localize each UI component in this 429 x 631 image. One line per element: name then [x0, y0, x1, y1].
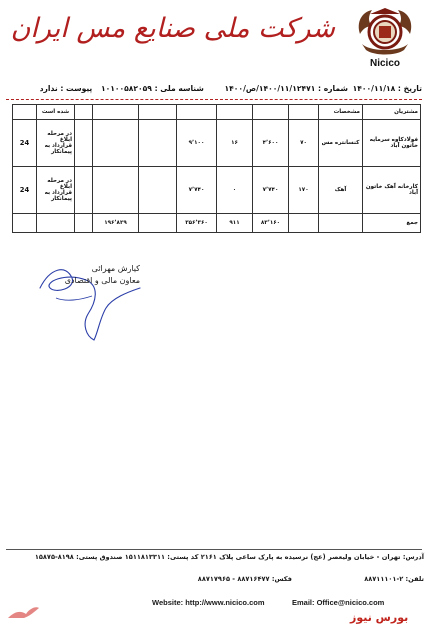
watermark-text: بورس نیوز	[350, 611, 409, 624]
value-cell: ۷٬۷۴۰	[253, 167, 289, 214]
header-divider	[6, 99, 422, 100]
status-cell: در مرحله ابلاغ قرارداد به پیمانکار	[37, 120, 75, 167]
value-cell: ۱۶	[217, 120, 253, 167]
signatory-name: کیارش مهرائی	[91, 264, 140, 273]
national-id: شناسه ملی : ۱۰۱۰۰۵۸۲۰۵۹	[100, 84, 204, 93]
value-cell: ۷۰	[289, 120, 319, 167]
signatory-block	[40, 263, 140, 287]
header-cell: شده است	[37, 105, 75, 120]
product-cell: کنسانتره مس	[319, 120, 363, 167]
value-cell: ۷٬۷۴۰	[177, 167, 217, 214]
value-cell: ۰	[217, 167, 253, 214]
total-value: ۹۱۱	[217, 214, 253, 233]
value-cell	[319, 214, 363, 233]
value-cell	[139, 167, 177, 214]
value-cell: ۱۷۰	[289, 167, 319, 214]
product-cell: آهک	[319, 167, 363, 214]
footer-address: آدرس: تهران - خیابان ولیعصر (عج) نرسیده به پارک ساعی پلاک ۲۱۶۱ کد پستی: ۱۵۱۱۸۱۳۳۱۱ صندوق پستی: ۸۱۹۸-۱۵۸۷۵	[34, 553, 424, 561]
letter-info-line	[39, 84, 422, 97]
table-header-row	[13, 105, 421, 120]
total-label: جمع	[363, 214, 421, 233]
value-cell	[75, 214, 93, 233]
nicico-emblem-icon	[352, 4, 418, 58]
footer-email[interactable]: Email: Office@nicico.com	[292, 598, 385, 607]
header-cell: مشخصات	[319, 105, 363, 120]
value-cell	[37, 214, 75, 233]
count-cell: 24	[13, 120, 37, 167]
value-cell	[13, 214, 37, 233]
value-cell: ۹٬۱۰۰	[177, 120, 217, 167]
signatory-title: معاون مالی و اقتصادی	[64, 276, 140, 285]
value-cell	[139, 120, 177, 167]
customer-cell: فولادکاوه سرمایه خاتون آباد	[363, 120, 421, 167]
table-row	[13, 167, 421, 214]
value-cell	[93, 120, 139, 167]
header-cell	[289, 105, 319, 120]
letter-date: تاریخ : ۱۴۰۰/۱۱/۱۸	[352, 84, 422, 93]
footer-contacts	[80, 575, 424, 583]
header-cell	[13, 105, 37, 120]
footer-fax: فکس: ۸۸۷۱۶۴۷۷ - ۸۸۷۱۷۹۶۵	[197, 575, 292, 583]
total-value: ۱۹۶٬۸۲۹	[93, 214, 139, 233]
total-value: ۳۵۶٬۳۶۰	[177, 214, 217, 233]
total-row	[13, 214, 421, 233]
header-cell	[217, 105, 253, 120]
news-watermark-icon	[6, 602, 40, 622]
value-cell	[75, 167, 93, 214]
value-cell	[139, 214, 177, 233]
table-row	[13, 120, 421, 167]
status-cell: در مرحله ابلاغ قرارداد به پیمانکار	[37, 167, 75, 214]
value-cell: ۴٬۶۰۰	[253, 120, 289, 167]
value-cell	[289, 214, 319, 233]
footer-phone: تلفن: ۲-۸۸۷۱۱۱۰۱	[364, 575, 424, 583]
report-table	[12, 104, 421, 233]
footer-website[interactable]: Website: http://www.nicico.com	[152, 598, 265, 607]
header-cell	[253, 105, 289, 120]
header-cell	[139, 105, 177, 120]
header-cell: مشتریان	[363, 105, 421, 120]
total-value: ۸۳٬۱۶۰	[253, 214, 289, 233]
header-cell	[75, 105, 93, 120]
company-logo	[352, 4, 418, 74]
header-cell	[93, 105, 139, 120]
logo-text: Nicico	[369, 58, 400, 69]
company-name: شرکت ملی صنایع مس ایران	[10, 13, 335, 44]
attachment-label: پیوست : ندارد	[39, 84, 93, 93]
header-cell	[177, 105, 217, 120]
letter-number: شماره : ۱۴۰۰/۱۱/۱۲۴۷۱/ص/۱۴۰۰	[224, 84, 348, 93]
value-cell	[93, 167, 139, 214]
footer-divider	[6, 549, 422, 550]
customer-cell: کارخانه آهک خاتون آباد	[363, 167, 421, 214]
value-cell	[75, 120, 93, 167]
count-cell: 24	[13, 167, 37, 214]
